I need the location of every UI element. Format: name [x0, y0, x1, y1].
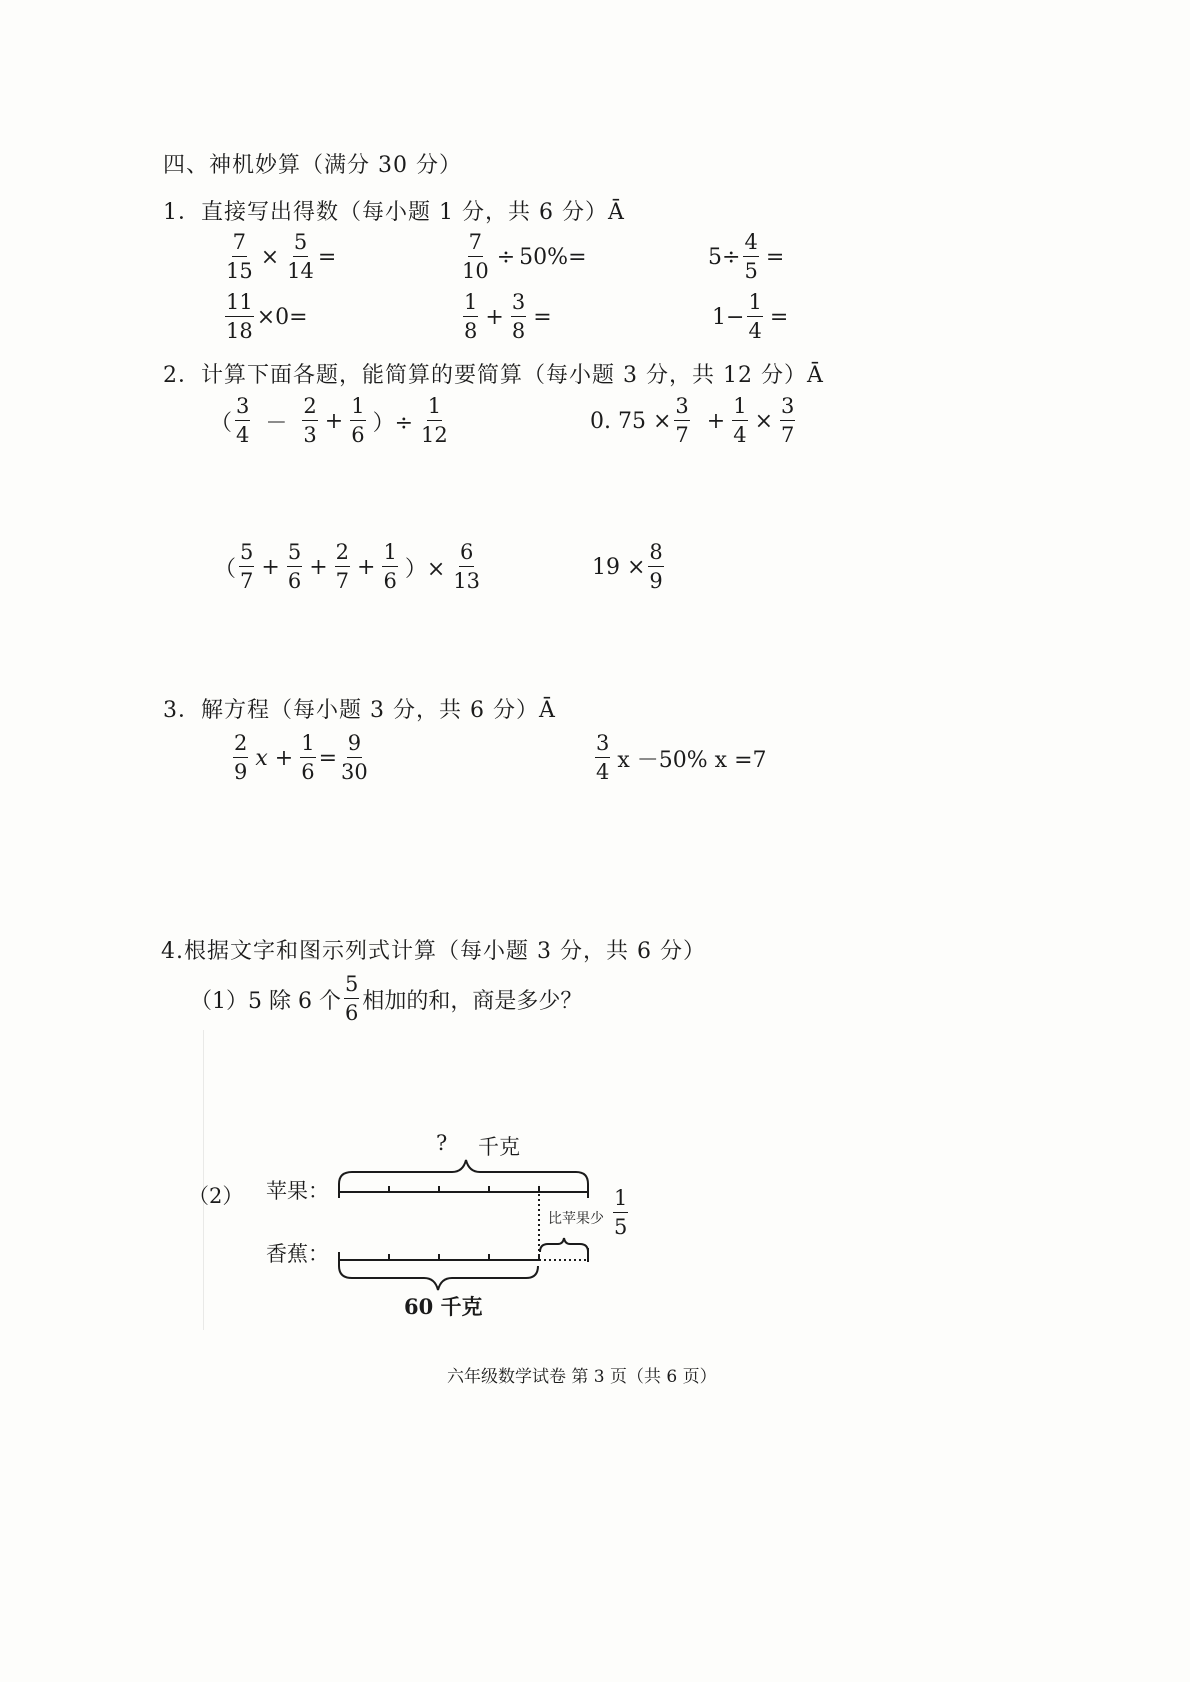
banana-brace — [339, 1266, 538, 1290]
fraction: $\frac{8}{9}$ — [649, 540, 663, 593]
apple-label: 苹果： — [266, 1179, 329, 1203]
banana-weight-label: 60 千克 — [404, 1294, 483, 1319]
top-unit: 千克 — [478, 1135, 520, 1159]
fraction: $\frac{4}{5}$ — [744, 230, 758, 283]
fraction: $\frac{5}{6}$ — [287, 540, 302, 593]
q4-part-2-label: （2） — [188, 1184, 244, 1208]
fraction: $\frac{3}{8}$ — [511, 290, 526, 343]
q1-title: 1．直接写出得数（每小题 1 分，共 6 分）Ā — [163, 200, 625, 225]
fraction: $\frac{2}{9}$ — [234, 731, 248, 784]
q2-expression-4: 19 × $\frac{8}{9}$ — [592, 540, 663, 593]
q2-expression-1: （ $\frac{3}{4}$ － $\frac{2}{3}$ + $\frac{1}{6}$ ）÷ $\frac{1}{12}$ — [210, 394, 448, 447]
q1-item-4: $\frac{11}{18}$ ×0= — [226, 290, 308, 343]
fraction: $\frac{1}{6}$ — [301, 731, 315, 784]
fraction: $\frac{3}{7}$ — [675, 394, 689, 447]
fraction: $\frac{1}{8}$ — [464, 290, 478, 343]
fraction: $\frac{1}{6}$ — [383, 540, 397, 593]
q2-expression-3: （ $\frac{5}{7}$ + $\frac{5}{6}$ + $\frac{2}{7}$ + $\frac{1}{6}$ ）× $\frac{6}{13}$ — [214, 540, 480, 593]
fraction: $\frac{9}{30}$ — [341, 731, 368, 784]
difference-brace — [540, 1238, 588, 1252]
top-unknown: ? — [436, 1131, 448, 1155]
fraction: $\frac{5}{7}$ — [240, 540, 254, 593]
q3-title: 3．解方程（每小题 3 分，共 6 分）Ā — [163, 698, 556, 723]
banana-ticks — [339, 1248, 588, 1266]
fraction: $\frac{7}{10}$ — [462, 230, 489, 283]
q1-item-5: $\frac{1}{8}$ + $\frac{3}{8}$ = — [464, 290, 552, 343]
q4-part-1: （1）5 除 6 个 $\frac{5}{6}$ 相加的和，商是多少？ — [190, 972, 583, 1025]
fraction: $\frac{1}{5}$ — [614, 1186, 628, 1239]
fraction: $\frac{1}{12}$ — [421, 394, 448, 447]
q2-expression-2: 0. 75 × $\frac{3}{7}$ + $\frac{1}{4}$ × $\frac{3}{7}$ — [590, 394, 795, 447]
q1-item-6: 1− $\frac{1}{4}$ = — [712, 290, 789, 343]
fraction: $\frac{5}{14}$ — [287, 230, 314, 283]
fraction: $\frac{7}{15}$ — [226, 230, 253, 283]
fraction: $\frac{11}{18}$ — [226, 290, 253, 343]
page-footer: 六年级数学试卷 第 3 页（共 6 页） — [447, 1367, 717, 1387]
section-title: 四、神机妙算（满分 30 分） — [163, 153, 462, 178]
fraction: $\frac{2}{3}$ — [303, 394, 317, 447]
fraction: $\frac{5}{6}$ — [344, 972, 359, 1025]
fraction: $\frac{1}{4}$ — [748, 290, 762, 343]
q1-item-2: $\frac{7}{10}$ ÷ 50%= — [462, 230, 587, 283]
q2-title: 2．计算下面各题，能简算的要简算（每小题 3 分，共 12 分）Ā — [163, 363, 824, 388]
q3-equation-2: $\frac{3}{4}$ x －50% x =7 — [596, 731, 767, 784]
fraction: $\frac{3}{4}$ — [596, 731, 610, 784]
apple-brace — [339, 1160, 588, 1184]
q1-item-3: 5÷ $\frac{4}{5}$ = — [708, 230, 785, 283]
fraction: $\frac{3}{4}$ — [236, 394, 250, 447]
fraction: $\frac{2}{7}$ — [335, 540, 350, 593]
fraction: $\frac{1}{4}$ — [733, 394, 747, 447]
q3-equation-1: $\frac{2}{9}$ x + $\frac{1}{6}$ = $\frac{9}{30}$ — [234, 731, 368, 784]
q4-title: 4.根据文字和图示列式计算（每小题 3 分，共 6 分） — [161, 939, 706, 964]
fraction: $\frac{6}{13}$ — [453, 540, 480, 593]
less-than-apple-text: 比苹果少 — [548, 1211, 604, 1227]
q1-item-1: $\frac{7}{15}$ × $\frac{5}{14}$ = — [226, 230, 337, 283]
fraction: $\frac{3}{7}$ — [781, 394, 795, 447]
fraction: $\frac{1}{6}$ — [351, 394, 365, 447]
banana-label: 香蕉： — [266, 1242, 329, 1266]
